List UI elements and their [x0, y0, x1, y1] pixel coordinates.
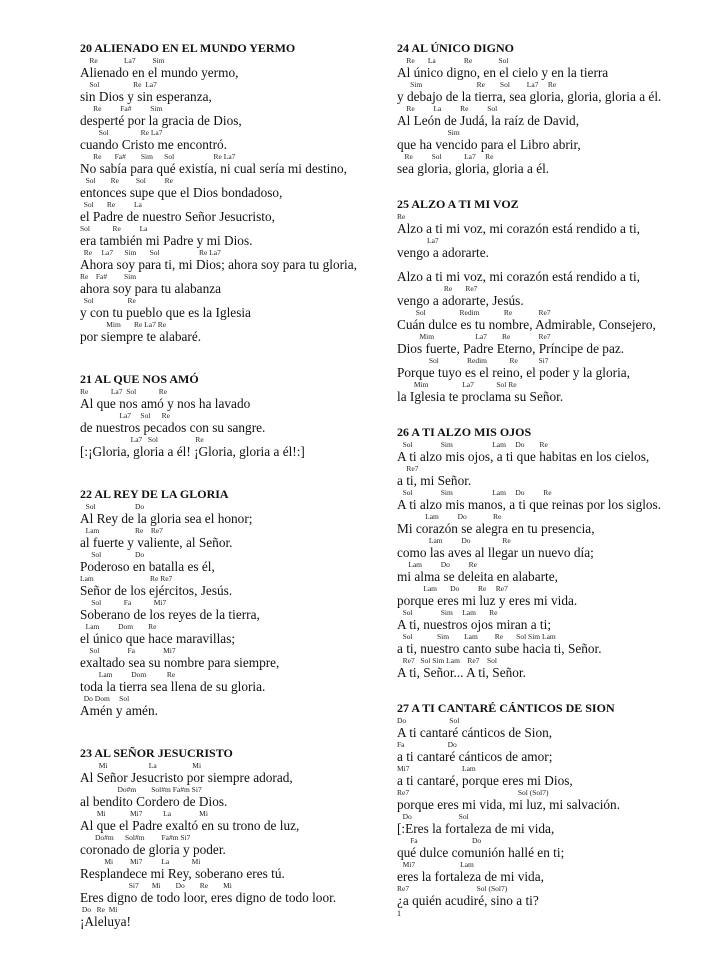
song-title: 27 A TI CANTARÉ CÁNTICOS DE SION	[397, 701, 615, 715]
chord-line: Sol Do	[80, 502, 145, 511]
song-line	[80, 622, 395, 646]
lyric-line: qué dulce comunión hallé en ti;	[397, 845, 565, 860]
chord-line: Re La7 Sim	[80, 56, 165, 65]
song-line	[80, 574, 395, 598]
lyric-line: A ti, nuestros ojos miran a ti;	[397, 617, 552, 632]
lyric-line: Soberano de los reyes de la tierra,	[80, 607, 260, 622]
song-22	[80, 486, 395, 718]
lyric-line: a ti cantaré, porque eres mi Dios,	[397, 773, 573, 788]
song-line	[397, 788, 715, 812]
song-title: 26 A TI ALZO MIS OJOS	[397, 425, 532, 439]
song-title: 21 AL QUE NOS AMÓ	[80, 372, 199, 386]
chord-line: Lam Dom Re	[80, 622, 157, 631]
chord-line: Do#m Sol#m Fa#m Si7	[80, 833, 191, 842]
lyric-line: A ti cantaré cánticos de Sion,	[397, 725, 553, 740]
song-line	[80, 761, 395, 785]
song-27	[397, 700, 715, 908]
song-line	[80, 128, 395, 152]
song-line	[397, 584, 715, 608]
spacer	[80, 344, 395, 371]
song-line	[80, 694, 395, 718]
chord-line: Sim	[397, 128, 460, 137]
chord-line: Lam Re Re7	[80, 574, 173, 583]
chord-line: La7	[397, 236, 439, 245]
song-line	[80, 809, 395, 833]
chord-line: Lam Do Re	[397, 536, 511, 545]
chord-line: Lam Do Re	[397, 560, 477, 569]
chord-line: Re7 Sol (Sol7)	[397, 884, 508, 893]
song-line	[80, 272, 395, 296]
song-20	[80, 40, 395, 344]
lyric-line: Al León de Judá, la raíz de David,	[397, 113, 580, 128]
chord-line: Sol Fa Mi7	[80, 598, 167, 607]
song-line	[80, 502, 395, 526]
song-line	[397, 656, 715, 680]
lyric-line: el único que hace maravillas;	[80, 631, 236, 646]
lyric-line: No sabía para qué existía, ni cual sería mi destino,	[80, 161, 347, 176]
chord-line: Mi7 Lam	[397, 764, 476, 773]
chord-line: Fa Do	[397, 836, 482, 845]
lyric-line: A ti, Señor... A ti, Señor.	[397, 665, 526, 680]
song-line	[397, 464, 715, 488]
chord-line: Fa Do	[397, 740, 457, 749]
lyric-line: entonces supe que el Dios bondadoso,	[80, 185, 283, 200]
song-line	[397, 80, 715, 104]
song-line	[80, 296, 395, 320]
lyric-line: Amén y amén.	[80, 703, 158, 718]
song-line	[397, 536, 715, 560]
song-23	[80, 745, 395, 929]
lyric-line: Poderoso en batalla es él,	[80, 559, 215, 574]
song-line	[397, 488, 715, 512]
chord-line: Re Sol La7 Re	[397, 152, 494, 161]
lyric-line: al bendito Cordero de Dios.	[80, 794, 228, 809]
spacer	[397, 176, 715, 196]
song-line	[80, 411, 395, 435]
song-line	[397, 260, 715, 284]
song-line	[80, 905, 395, 929]
song-line	[80, 176, 395, 200]
song-title: 23 AL SEÑOR JESUCRISTO	[80, 746, 233, 760]
lyric-line: Al único digno, en el cielo y en la tierra	[397, 65, 609, 80]
song-line	[397, 608, 715, 632]
chord-line: Mim La7 Re Re7	[397, 332, 551, 341]
chord-line: Mi Mi7 La Mi	[80, 857, 201, 866]
song-line	[397, 380, 715, 404]
chord-line: Sol Do	[80, 550, 145, 559]
chord-line: Lam Dom Re	[80, 670, 176, 679]
song-line	[80, 646, 395, 670]
chord-line: Sol Fa Mi7	[80, 646, 176, 655]
chord-line: Re La7 Sim Sol Re La7	[80, 248, 221, 257]
song-title: 24 AL ÚNICO DIGNO	[397, 41, 515, 55]
lyric-line: A ti alzo mis ojos, a ti que habitas en los cielos,	[397, 449, 650, 464]
song-line	[80, 833, 395, 857]
lyric-line: Eres digno de todo loor, eres digno de todo loor.	[80, 890, 337, 905]
song-25	[397, 196, 715, 404]
chord-line: Sol Re	[80, 296, 136, 305]
lyric-line: y con tu pueblo que es la Iglesia	[80, 305, 251, 320]
lyric-line: vengo a adorarte.	[397, 245, 489, 260]
chord-line: Sol Sim Lam Re	[397, 608, 498, 617]
song-line	[80, 56, 395, 80]
lyric-line: Al que el Padre exaltó en su trono de luz,	[80, 818, 300, 833]
chord-line: Sol Redim Re Si7	[397, 356, 549, 365]
chord-line: Do Sol	[397, 812, 469, 821]
song-line	[397, 512, 715, 536]
lyric-line: exaltado sea su nombre para siempre,	[80, 655, 280, 670]
song-line	[397, 236, 715, 260]
song-line	[80, 200, 395, 224]
song-line	[80, 550, 395, 574]
spacer	[80, 718, 395, 745]
lyric-line: Resplandece mi Rey, soberano eres tú.	[80, 866, 285, 881]
spacer	[80, 459, 395, 486]
lyric-line: ¿a quién acudiré, sino a ti?	[397, 893, 539, 908]
lyric-line: Al Señor Jesucristo por siempre adorad,	[80, 770, 293, 785]
lyric-line: [:Eres la fortaleza de mi vida,	[397, 821, 555, 836]
song-line	[80, 80, 395, 104]
chord-line: Re Fa# Sim	[80, 104, 163, 113]
song-line	[397, 716, 715, 740]
song-line	[397, 152, 715, 176]
song-line	[397, 104, 715, 128]
lyric-line: eres la fortaleza de mi vida,	[397, 869, 544, 884]
lyric-line: a ti, nuestro canto sube hacia ti, Señor.	[397, 641, 602, 656]
chord-line: Re Re7	[397, 284, 478, 293]
lyric-line: Dios fuerte, Padre Eterno, Príncipe de paz.	[397, 341, 625, 356]
lyric-line: a ti, mi Señor.	[397, 473, 472, 488]
chord-line: Sol Sim Lam Do Re	[397, 488, 552, 497]
chord-line: Sim Re Sol La7 Re	[397, 80, 557, 89]
song-line	[80, 320, 395, 344]
lyric-line: cuando Cristo me encontró.	[80, 137, 227, 152]
song-line	[80, 152, 395, 176]
lyric-line: era también mi Padre y mi Dios.	[80, 233, 253, 248]
chord-line: Lam Do Re Re7	[397, 584, 508, 593]
lyric-line: el Padre de nuestro Señor Jesucristo,	[80, 209, 275, 224]
song-line	[397, 308, 715, 332]
lyric-line: sin Dios y sin esperanza,	[80, 89, 212, 104]
chord-line: Mim La7 Sol Re	[397, 380, 517, 389]
chord-line: Mi La Mi	[80, 761, 202, 770]
song-line	[397, 440, 715, 464]
lyric-line: vengo a adorarte, Jesús.	[397, 293, 524, 308]
song-line	[397, 332, 715, 356]
chord-line: Lam Do Re	[397, 512, 502, 521]
song-line	[397, 56, 715, 80]
chord-line: Re Fa# Sim Sol Re La7	[80, 152, 236, 161]
song-line	[397, 764, 715, 788]
chord-line: Si7 Mi Do Re Mi	[80, 881, 232, 890]
song-line	[80, 224, 395, 248]
song-line	[397, 740, 715, 764]
lyric-line: de nuestros pecados con su sangre.	[80, 420, 266, 435]
lyric-line: Porque tuyo es el reino, el poder y la gloria,	[397, 365, 631, 380]
lyric-line: Alzo a ti mi voz, mi corazón está rendido a ti,	[397, 221, 640, 236]
chord-line: Mim Re La7 Re	[80, 320, 167, 329]
chord-line: Sol Sim Lam Do Re	[397, 440, 548, 449]
song-21	[80, 371, 395, 459]
song-line	[80, 248, 395, 272]
song-title: 22 AL REY DE LA GLORIA	[80, 487, 229, 501]
song-line	[80, 598, 395, 622]
chord-line	[397, 260, 715, 269]
right-column	[397, 40, 715, 908]
spacer	[397, 680, 715, 700]
song-26	[397, 424, 715, 680]
chord-line: Sol Re La7	[80, 128, 163, 137]
song-line	[397, 560, 715, 584]
song-line	[397, 128, 715, 152]
chord-line: Do Dom Sol	[80, 694, 130, 703]
lyric-line: porque eres mi luz y eres mi vida.	[397, 593, 578, 608]
song-line	[397, 836, 715, 860]
lyric-line: Ahora soy para ti, mi Dios; ahora soy para tu gloria,	[80, 257, 357, 272]
lyric-line: [:¡Gloria, gloria a él! ¡Gloria, gloria a él!:]	[80, 444, 305, 459]
lyric-line: que ha vencido para el Libro abrir,	[397, 137, 581, 152]
lyric-line: por siempre te alabaré.	[80, 329, 202, 344]
song-line	[80, 526, 395, 550]
lyric-line: Al que nos amó y nos ha lavado	[80, 396, 251, 411]
lyric-line: mi alma se deleita en alabarte,	[397, 569, 558, 584]
lyric-line: y debajo de la tierra, sea gloria, gloria, gloria a él.	[397, 89, 662, 104]
chord-line: Do#m Sol#m Fa#m Si7	[80, 785, 202, 794]
chord-line: Re7	[397, 464, 419, 473]
song-line	[80, 670, 395, 694]
song-line	[80, 881, 395, 905]
lyric-line: toda la tierra sea llena de su gloria.	[80, 679, 266, 694]
chord-line: Re7 Sol Sim Lam Re7 Sol	[397, 656, 498, 665]
chord-line: Re Fa# Sim	[80, 272, 137, 281]
chord-line: Re	[397, 212, 406, 221]
song-line	[397, 812, 715, 836]
chord-line: Re7 Sol (Sol7)	[397, 788, 549, 797]
chord-line: Re La7 Sol Re	[80, 387, 168, 396]
song-line	[397, 284, 715, 308]
lyric-line: al fuerte y valiente, al Señor.	[80, 535, 233, 550]
chord-line: Sol Redim Re Re7	[397, 308, 551, 317]
lyric-line: Mi corazón se alegra en tu presencia,	[397, 521, 595, 536]
chord-line: Lam Re Re7	[80, 526, 163, 535]
song-title: 25 ALZO A TI MI VOZ	[397, 197, 519, 211]
left-column	[80, 40, 395, 929]
chord-line: Do Sol	[397, 716, 460, 725]
lyric-line: como las aves al llegar un nuevo día;	[397, 545, 594, 560]
lyric-line: Cuán dulce es tu nombre, Admirable, Consejero,	[397, 317, 656, 332]
lyric-line: porque eres mi vida, mi luz, mi salvación.	[397, 797, 621, 812]
song-title: 20 ALIENADO EN EL MUNDO YERMO	[80, 41, 296, 55]
chord-line: Mi7 Lam	[397, 860, 474, 869]
chord-line: Do Re Mi	[80, 905, 118, 914]
chord-line: Sol Re La7	[80, 80, 157, 89]
lyric-line: Alzo a ti mi voz, mi corazón está rendido a ti,	[397, 269, 640, 284]
lyric-line: ¡Aleluya!	[80, 914, 131, 929]
chord-line: Sol Re Sol Re	[80, 176, 173, 185]
song-line	[80, 387, 395, 411]
song-line	[80, 857, 395, 881]
song-line	[80, 785, 395, 809]
song-line	[397, 884, 715, 908]
chord-line: La7 Sol Re	[80, 411, 170, 420]
chord-line: Sol Sim Lam Re Sol Sim Lam	[397, 632, 556, 641]
chord-line: Re La Re Sol	[397, 56, 509, 65]
lyric-line: la Iglesia te proclama su Señor.	[397, 389, 564, 404]
footnote-marker: 1	[397, 909, 401, 918]
lyric-line: desperté por la gracia de Dios,	[80, 113, 242, 128]
song-line	[80, 104, 395, 128]
chord-line: Sol Re La	[80, 224, 148, 233]
lyric-line: sea gloria, gloria, gloria a él.	[397, 161, 550, 176]
chord-line: La7 Sol Re	[80, 435, 204, 444]
spacer	[397, 404, 715, 424]
lyric-line: Alienado en el mundo yermo,	[80, 65, 239, 80]
lyric-line: Al Rey de la gloria sea el honor;	[80, 511, 253, 526]
song-line	[80, 435, 395, 459]
song-line	[397, 632, 715, 656]
lyric-line: a ti cantaré cánticos de amor;	[397, 749, 553, 764]
chord-line: Sol Re La	[80, 200, 142, 209]
chord-line: Mi Mi7 La Mi	[80, 809, 208, 818]
lyric-line: A ti alzo mis manos, a ti que reinas por los siglos.	[397, 497, 662, 512]
song-line	[397, 212, 715, 236]
song-line	[397, 860, 715, 884]
song-line	[397, 356, 715, 380]
chord-line: Re La Re Sol	[397, 104, 498, 113]
song-24	[397, 40, 715, 176]
lyric-line: ahora soy para tu alabanza	[80, 281, 222, 296]
lyric-line: coronado de gloria y poder.	[80, 842, 226, 857]
lyric-line: Señor de los ejércitos, Jesús.	[80, 583, 233, 598]
